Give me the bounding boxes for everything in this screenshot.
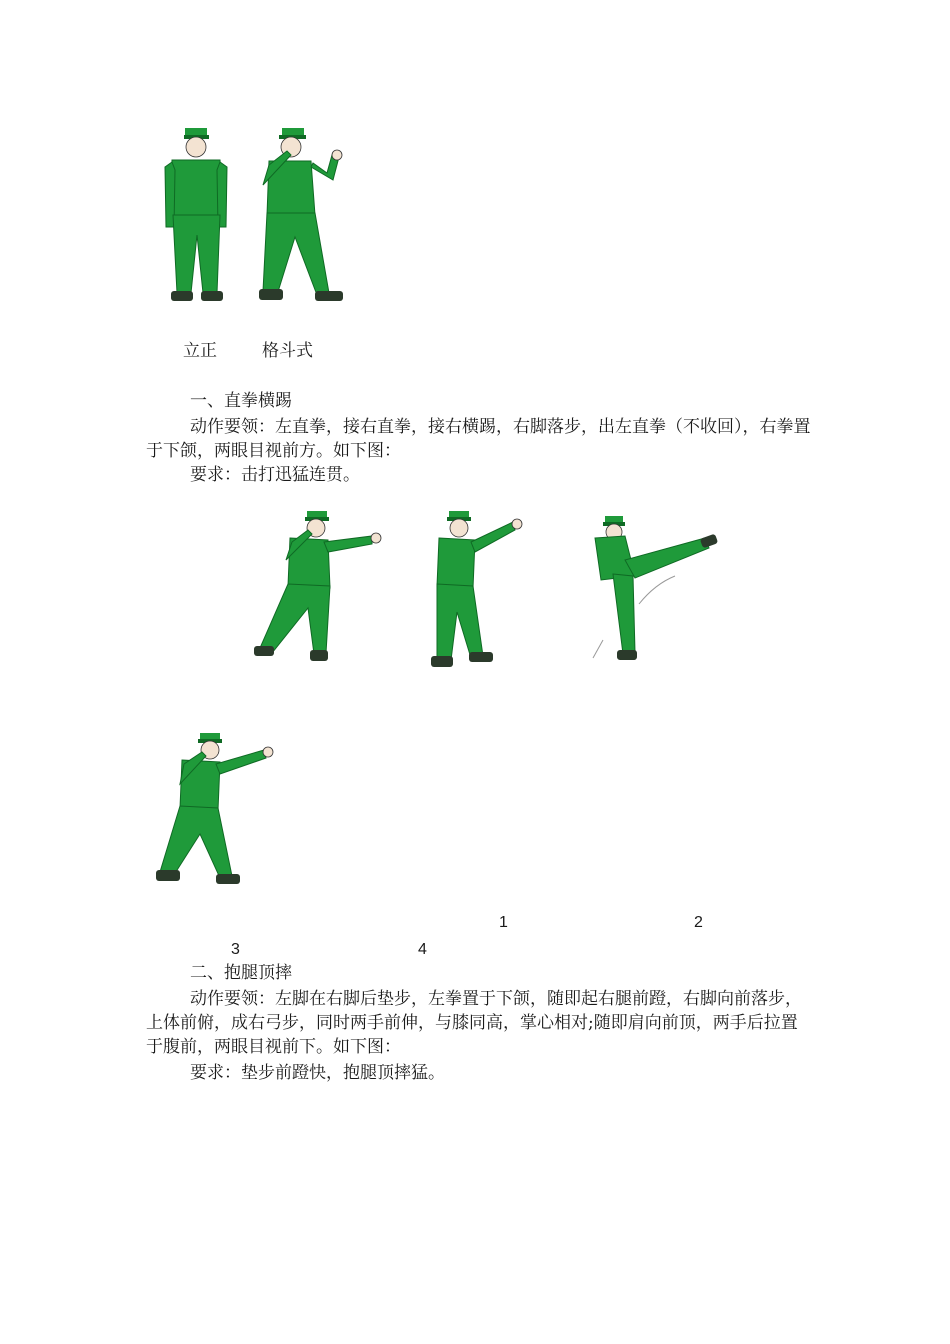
figure-standing-attention xyxy=(160,125,235,310)
figure-number-4: 4 xyxy=(418,941,427,958)
figure-fighting-stance xyxy=(255,125,355,310)
section2-requirement: 要求：垫步前蹬快，抱腿顶摔猛。 xyxy=(190,1063,445,1083)
figure-1-left-punch xyxy=(250,508,385,668)
section1-essentials: 动作要领：左直拳，接右直拳，接右横踢，右脚落步，出左直拳（不收回），右拳置于下颌，两眼目视前方。如下图： xyxy=(146,417,811,461)
section1-heading: 一、直拳横踢 xyxy=(190,391,292,411)
figure-4-left-punch-landing xyxy=(150,728,280,893)
figure-3-side-kick xyxy=(585,512,725,667)
figure-number-2: 2 xyxy=(694,914,703,931)
caption-fighting: 格斗式 xyxy=(262,341,313,361)
figure-number-1: 1 xyxy=(499,914,508,931)
figure-2-right-punch xyxy=(425,508,525,673)
section1-requirement: 要求：击打迅猛连贯。 xyxy=(190,465,360,485)
section2-essentials: 动作要领：左脚在右脚后垫步，左拳置于下颌，随即起右腿前蹬，右脚向前落步，上体前俯，成右弓步，同时两手前伸，与膝同高，掌心相对;随即肩向前顶，两手后拉置于腹前，两眼目视前下。如下图： xyxy=(146,989,802,1057)
section2-heading: 二、抱腿顶摔 xyxy=(190,963,292,983)
figure-number-3: 3 xyxy=(231,941,240,958)
caption-standing: 立正 xyxy=(183,341,217,361)
